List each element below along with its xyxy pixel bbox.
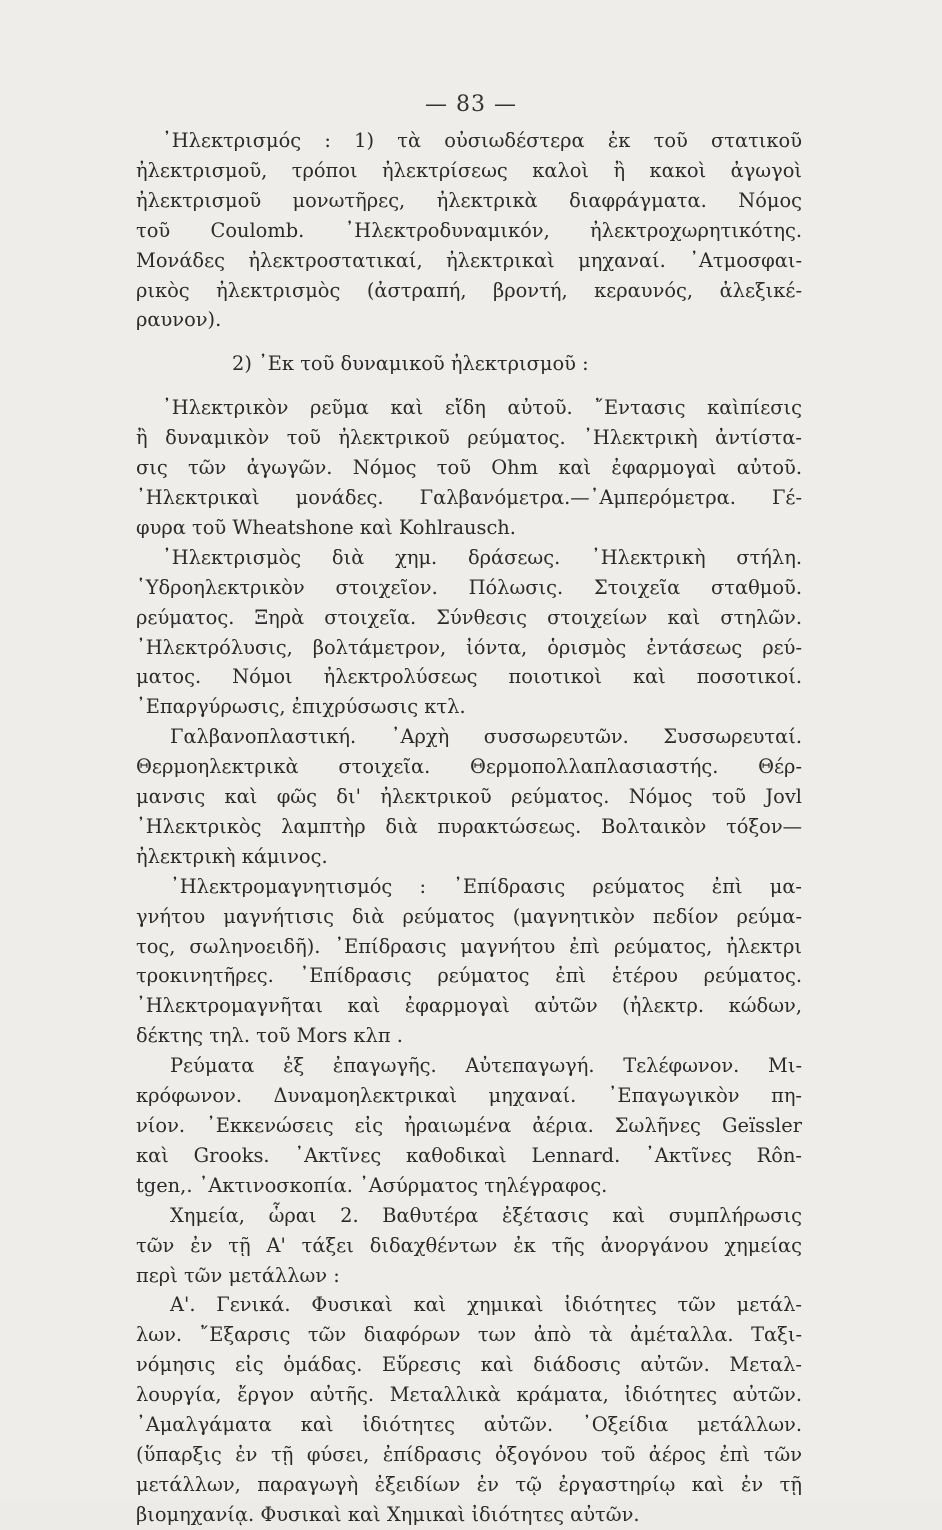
page-body xyxy=(136,126,802,1530)
text-line: (ὕπαρξις ἐν τῇ φύσει, ἐπίδρασις ὀξογόνου τοῦ ἀέρος ἐπὶ τῶν xyxy=(136,1442,802,1466)
paragraph-gap xyxy=(136,335,802,349)
text-line: κρόφωνον. Δυναμοηλεκτρικαὶ μηχαναί. ᾿Επαγωγικὸν πη- xyxy=(136,1084,802,1108)
text-line: ᾿Επαργύρωσις, ἐπιχρύσωσις κτλ. xyxy=(136,695,466,719)
text-line: ᾿Ηλεκτρισμός : 1) τὰ οὐσιωδέστερα ἐκ τοῦ στατικοῦ xyxy=(162,129,802,152)
text-line: Α'. Γενικά. Φυσικαὶ καὶ χημικαὶ ἰδιότητες τῶν μετάλ- xyxy=(170,1293,802,1317)
text-line: νόμησις εἰς ὁμάδας. Εὕρεσις καὶ διάδοσις αὐτῶν. Μεταλ- xyxy=(136,1353,802,1377)
text-line: ᾿Αμαλγάματα καὶ ἰδιότητες αὐτῶν. ᾿Οξείδια μετάλλων. xyxy=(136,1413,802,1437)
text-line: ἢ δυναμικὸν τοῦ ἠλεκτρικοῦ ρεύματος. ᾿Ηλεκτρικὴ ἀντίστα- xyxy=(136,426,802,450)
text-line: λων. ῎Εξαρσις τῶν διαφόρων των ἀπὸ τὰ ἀμέταλλα. Ταξι- xyxy=(136,1323,802,1347)
text-line: καὶ Grooks. ᾿Ακτῖνες καθοδικαὶ Lennard. ᾿Ακτῖνες Rôn- xyxy=(136,1143,802,1167)
text-line: Ρεύματα ἐξ ἐπαγωγῆς. Αὐτεπαγωγή. Τελέφωνον. Μι- xyxy=(170,1054,802,1078)
text-line: ρεύματος. Ξηρὰ στοιχεῖα. Σύνθεσις στοιχείων καὶ στηλῶν. xyxy=(136,605,802,629)
text-line: ρικὸς ἠλεκτρισμὸς (ἀστραπή, βροντή, κεραυνός, ἀλεξικέ- xyxy=(136,278,802,302)
text-line: ἠλεκτρισμοῦ, τρόποι ἠλεκτρίσεως καλοὶ ἢ κακοὶ ἀγωγοὶ xyxy=(136,158,802,182)
text-line: ᾿Ηλεκτρικὸς λαμπτὴρ διὰ πυρακτώσεως. Βολταικὸν τόξον— xyxy=(136,814,802,838)
text-line: τοῦ Coulomb. ᾿Ηλεκτροδυναμικόν, ἠλεκτροχωρητικότης. xyxy=(136,218,802,242)
text-line: σις τῶν ἀγωγῶν. Νόμος τοῦ Ohm καὶ ἐφαρμογαὶ αὐτοῦ. xyxy=(136,456,802,480)
text-line: φυρα τοῦ Wheatshone καὶ Kohlrausch. xyxy=(136,515,516,539)
text-line: tgen,. ᾿Ακτινοσκοπία. ᾿Ασύρματος τηλέγραφος. xyxy=(136,1173,608,1197)
text-line: ᾿Ηλεκτρομαγνητισμός : ᾿Επίδρασις ρεύματος ἐπὶ μα- xyxy=(170,874,802,898)
text-line: ματος. Νόμοι ἠλεκτρολύσεως ποιοτικοὶ καὶ ποσοτικοί. xyxy=(136,665,802,689)
text-line: δέκτης τηλ. τοῦ Mors κλπ . xyxy=(136,1024,403,1048)
text-line: τροκινητῆρες. ᾿Επίδρασις ρεύματος ἐπὶ ἑτέρου ρεύματος. xyxy=(136,964,802,988)
page-number: — 83 — xyxy=(425,92,517,117)
text-line: ᾿Ηλεκτρικὸν ρεῦμα καὶ εἴδη αὐτοῦ. ῎Εντασις καὶπίεσις xyxy=(162,396,802,420)
section-heading: 2) ᾿Εκ τοῦ δυναμικοῦ ἠλεκτρισμοῦ : xyxy=(232,352,589,376)
text-line: Χημεία, ὧραι 2. Βαθυτέρα ἐξέτασις καὶ συμπλήρωσις xyxy=(170,1203,802,1227)
text-line: τῶν ἐν τῇ Α' τάξει διδαχθέντων ἐκ τῆς ἀνοργάνου χημείας xyxy=(136,1233,802,1257)
text-line: ᾿Ηλεκτρόλυσις, βολτάμετρον, ἰόντα, ὁρισμὸς ἐντάσεως ρεύ- xyxy=(136,635,802,659)
text-line: Μονάδες ἠλεκτροστατικαί, ἠλεκτρικαὶ μηχαναί. ᾿Ατμοσφαι- xyxy=(136,248,802,272)
text-line: ῾Υδροηλεκτρικὸν στοιχεῖον. Πόλωσις. Στοιχεῖα σταθμοῦ. xyxy=(136,575,802,599)
text-line: ᾿Ηλεκτρισμὸς διὰ χημ. δράσεως. ᾿Ηλεκτρικὴ στήλη. xyxy=(162,545,802,569)
paragraph-gap xyxy=(136,379,802,393)
text-line: ᾿Ηλεκτρικαὶ μονάδες. Γαλβανόμετρα.—᾿Αμπερόμετρα. Γέ- xyxy=(136,485,802,509)
text-line: Θερμοηλεκτρικὰ στοιχεῖα. Θερμοπολλαπλασιαστής. Θέρ- xyxy=(136,755,802,779)
text-line: μανσις καὶ φῶς δι' ἠλεκτρικοῦ ρεύματος. Νόμος τοῦ Jovl xyxy=(136,785,802,809)
text-line: ραυνον). xyxy=(136,308,222,332)
text-line: λουργία, ἔργον αὐτῆς. Μεταλλικὰ κράματα, ἰδιότητες αὐτῶν. xyxy=(136,1383,802,1407)
text-line: βιομηχανίᾳ. Φυσικαὶ καὶ Χημικαὶ ἰδιότητες αὐτῶν. xyxy=(136,1502,640,1526)
text-line: περὶ τῶν μετάλλων : xyxy=(136,1263,340,1287)
text-line: τος, σωληνοειδῆ). ᾿Επίδρασις μαγνήτου ἐπὶ ρεύματος, ἠλεκτρι xyxy=(136,934,802,958)
text-line: ᾿Ηλεκτρομαγνῆται καὶ ἐφαρμογαὶ αὐτῶν (ἠλεκτρ. κώδων, xyxy=(136,994,802,1018)
text-line: μετάλλων, παραγωγὴ ἐξειδίων ἐν τῷ ἐργαστηρίῳ καὶ ἐν τῇ xyxy=(136,1472,802,1496)
text-line: ἠλεκτρισμοῦ μονωτῆρες, ἠλεκτρικὰ διαφράγματα. Νόμος xyxy=(136,188,802,212)
text-line: ἠλεκτρικὴ κάμινος. xyxy=(136,844,328,868)
text-line: γνήτου μαγνήτισις διὰ ρεύματος (μαγνητικὸν πεδίον ρεύμα- xyxy=(136,904,802,928)
text-line: νίον. ᾿Εκκενώσεις εἰς ἠραιωμένα ἀέρια. Σωλῆνες Geïssler xyxy=(136,1114,802,1137)
text-line: Γαλβανοπλαστική. ᾿Αρχὴ συσσωρευτῶν. Συσσωρευταί. xyxy=(170,725,802,749)
